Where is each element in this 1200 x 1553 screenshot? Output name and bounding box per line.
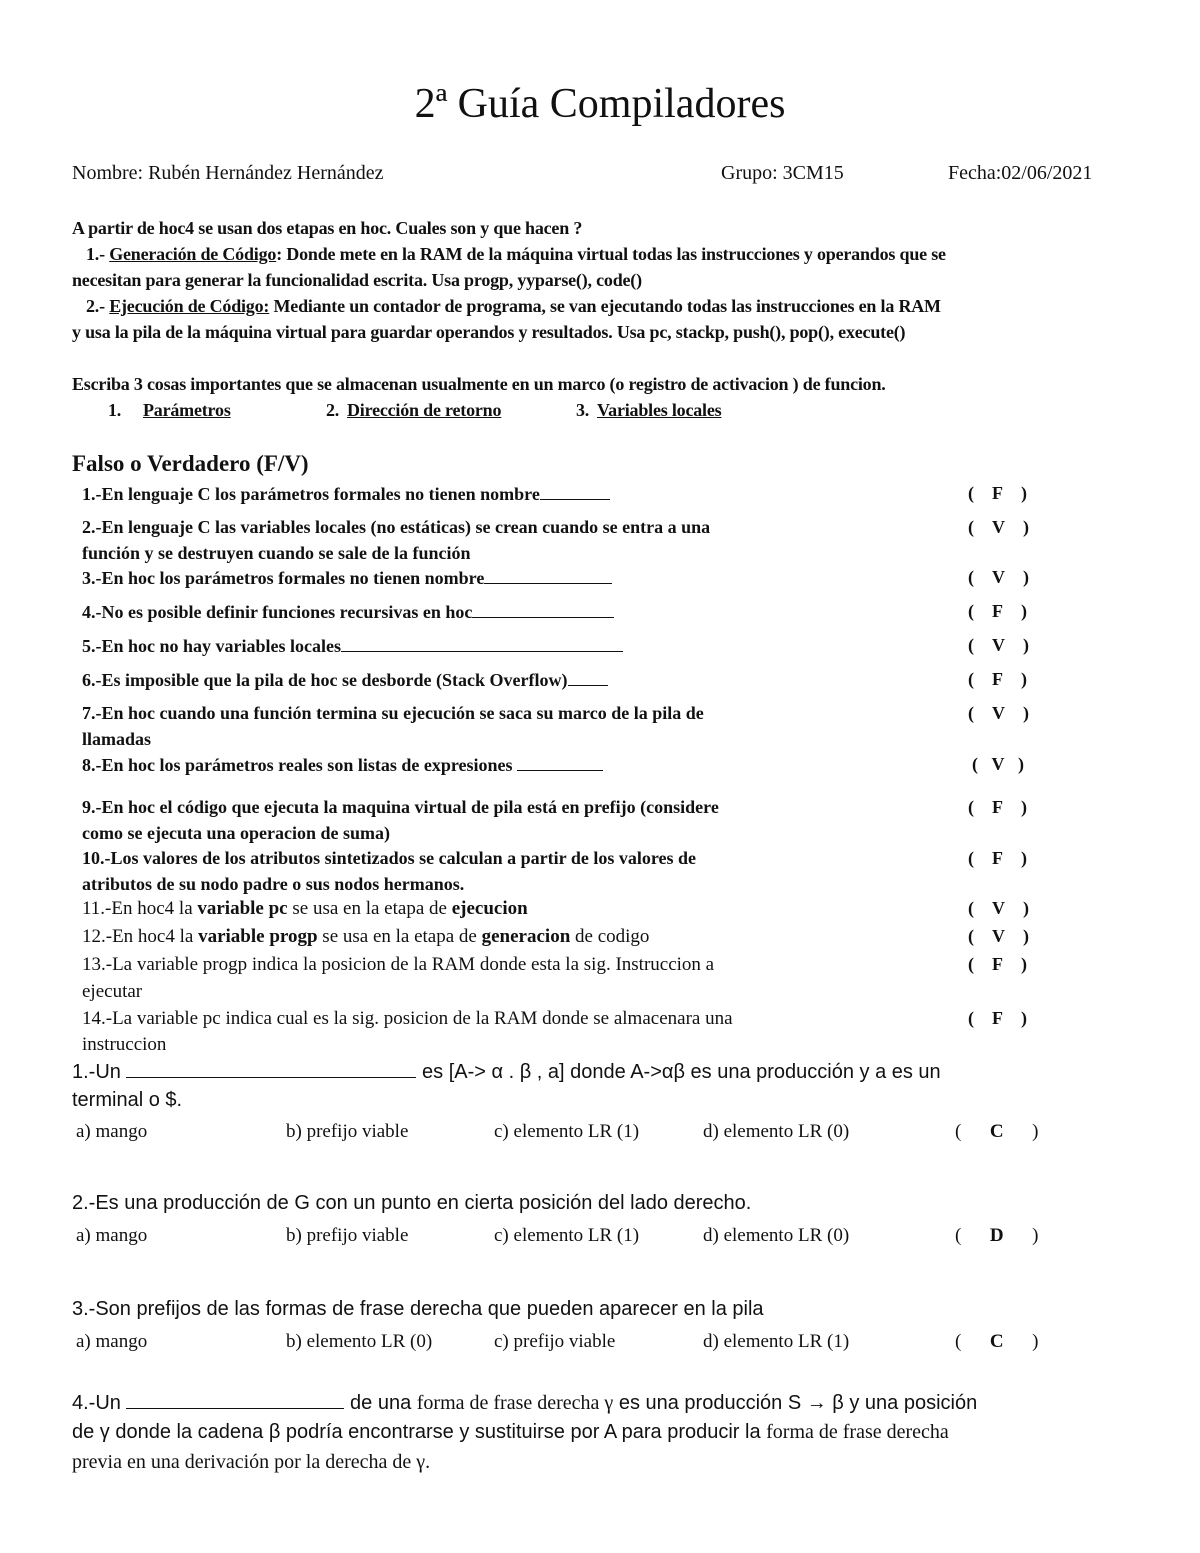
mc-q3-option-d: d) elemento LR (1) <box>703 1331 850 1352</box>
stage-2-number: 2.- <box>86 296 110 316</box>
tf-item-9-cont: como se ejecuta una operacion de suma) <box>82 823 390 843</box>
tf-answer-2: ( V ) <box>968 517 1029 537</box>
mc-q1-option-a: a) mango <box>76 1121 148 1142</box>
tf-item-2: 2.-En lenguaje C las variables locales (no estáticas) se crean cuando se entra a una <box>82 517 711 537</box>
mc-q2-option-b: b) prefijo viable <box>286 1225 409 1246</box>
tf-item-7-cont: llamadas <box>82 729 152 749</box>
mc-q1-option-b: b) prefijo viable <box>286 1121 409 1142</box>
mc-q3-option-b: b) elemento LR (0) <box>286 1331 433 1352</box>
mc-q2-option-a: a) mango <box>76 1225 148 1246</box>
date: Fecha:02/06/2021 <box>948 162 1093 184</box>
tf-item-5: 5.-En hoc no hay variables locales <box>82 635 623 657</box>
tf-item-8: 8.-En hoc los parámetros reales son listas de expresiones <box>82 754 603 776</box>
tf-item-14-cont: instruccion <box>82 1034 167 1055</box>
tf-answer-10: ( F ) <box>968 848 1027 868</box>
tf-answer-9: ( F ) <box>968 797 1027 817</box>
student-group: Grupo: 3CM15 <box>721 162 844 184</box>
stages-question: A partir de hoc4 se usan dos etapas en hoc. Cuales son y que hacen ? <box>72 218 583 238</box>
tf-heading: Falso o Verdadero (F/V) <box>72 451 309 476</box>
stage-2-text: Mediante un contador de programa, se van ejecutando todas las instrucciones en la RAM <box>269 296 941 316</box>
stage-1-number: 1.- <box>86 244 110 264</box>
mc-q4-line-3: previa en una derivación por la derecha de γ. <box>72 1451 431 1473</box>
tf-item-1: 1.-En lenguaje C los parámetros formales no tienen nombre <box>82 483 610 505</box>
tf-answer-1: ( F ) <box>968 483 1027 503</box>
tf-answer-12: ( V ) <box>968 926 1029 946</box>
mc-q1-answer: ( C ) <box>955 1121 1039 1142</box>
mc-q3-option-c: c) prefijo viable <box>494 1331 616 1352</box>
tf-item-11: 11.-En hoc4 la variable pc se usa en la etapa de ejecucion <box>82 898 528 919</box>
tf-answer-14: ( F ) <box>968 1008 1027 1028</box>
tf-item-7: 7.-En hoc cuando una función termina su ejecución se saca su marco de la pila de <box>82 703 704 723</box>
mc-q1-line-1: 1.-Un es [A-> α . β , a] donde A->αβ es una producción y a es un <box>72 1061 941 1083</box>
mc-q3-option-a: a) mango <box>76 1331 148 1352</box>
frame-answer-1-number: 1. <box>108 400 122 420</box>
mc-q2-line-1: 2.-Es una producción de G con un punto en cierta posición del lado derecho. <box>72 1192 752 1214</box>
tf-answer-8: ( V ) <box>972 754 1024 774</box>
stage-2-line-2: y usa la pila de la máquina virtual para guardar operandos y resultados. Usa pc, stackp, push(), pop(), execute() <box>72 322 906 342</box>
mc-q4-line-1: 4.-Un de una forma de frase derecha γ es una producción S → β y una posición <box>72 1392 978 1414</box>
frame-question: Escriba 3 cosas importantes que se almacenan usualmente en un marco (o registro de activacion ) de funcion. <box>72 374 886 394</box>
mc-q3-answer: ( C ) <box>955 1331 1039 1352</box>
tf-item-10: 10.-Los valores de los atributos sintetizados se calculan a partir de los valores de <box>82 848 696 868</box>
page-title: 2ª Guía Compiladores <box>414 81 786 127</box>
frame-answer-3: Variables locales <box>597 400 722 420</box>
tf-answer-5: ( V ) <box>968 635 1029 655</box>
mc-q4-line-2: de γ donde la cadena β podría encontrarse y sustituirse por A para producir la forma de frase derecha <box>72 1421 949 1443</box>
frame-answer-3-number: 3. <box>576 400 590 420</box>
mc-q2-answer: ( D ) <box>955 1225 1039 1246</box>
tf-item-9: 9.-En hoc el código que ejecuta la maquina virtual de pila está en prefijo (considere <box>82 797 719 817</box>
tf-item-4: 4.-No es posible definir funciones recursivas en hoc <box>82 601 614 623</box>
tf-item-10-cont: atributos de su nodo padre o sus nodos hermanos. <box>82 874 465 894</box>
student-name: Nombre: Rubén Hernández Hernández <box>72 162 384 184</box>
tf-answer-6: ( F ) <box>968 669 1027 689</box>
mc-q1-line-2: terminal o $. <box>72 1089 183 1111</box>
tf-item-13: 13.-La variable progp indica la posicion de la RAM donde esta la sig. Instruccion a <box>82 954 715 975</box>
frame-answer-2: Dirección de retorno <box>347 400 502 420</box>
stage-2-title: Ejecución de Código: <box>109 296 270 316</box>
tf-item-14: 14.-La variable pc indica cual es la sig. posicion de la RAM donde se almacenara una <box>82 1008 733 1029</box>
stage-1-text: : Donde mete en la RAM de la máquina virtual todas las instrucciones y operandos que se <box>276 244 946 264</box>
mc-q2-option-c: c) elemento LR (1) <box>494 1225 640 1246</box>
tf-answer-4: ( F ) <box>968 601 1027 621</box>
mc-q1-option-d: d) elemento LR (0) <box>703 1121 850 1142</box>
mc-q3-line-1: 3.-Son prefijos de las formas de frase derecha que pueden aparecer en la pila <box>72 1298 764 1320</box>
frame-answer-1: Parámetros <box>143 400 231 420</box>
stage-1-line-2: necesitan para generar la funcionalidad escrita. Usa progp, yyparse(), code() <box>72 270 642 290</box>
tf-answer-7: ( V ) <box>968 703 1029 723</box>
tf-answer-13: ( F ) <box>968 954 1027 974</box>
frame-answer-2-number: 2. <box>326 400 340 420</box>
tf-answer-11: ( V ) <box>968 898 1029 918</box>
tf-item-6: 6.-Es imposible que la pila de hoc se desborde (Stack Overflow) <box>82 669 608 691</box>
tf-item-3: 3.-En hoc los parámetros formales no tienen nombre <box>82 567 612 589</box>
tf-answer-3: ( V ) <box>968 567 1029 587</box>
tf-item-13-cont: ejecutar <box>82 981 143 1002</box>
stage-2-line-1 <box>86 296 941 317</box>
stage-1-line-1 <box>86 244 946 265</box>
mc-q2-option-d: d) elemento LR (0) <box>703 1225 850 1246</box>
tf-item-12: 12.-En hoc4 la variable progp se usa en la etapa de generacion de codigo <box>82 926 650 947</box>
mc-q1-option-c: c) elemento LR (1) <box>494 1121 640 1142</box>
stage-1-title: Generación de Código <box>109 244 277 264</box>
tf-item-2-cont: función y se destruyen cuando se sale de la función <box>82 543 471 563</box>
